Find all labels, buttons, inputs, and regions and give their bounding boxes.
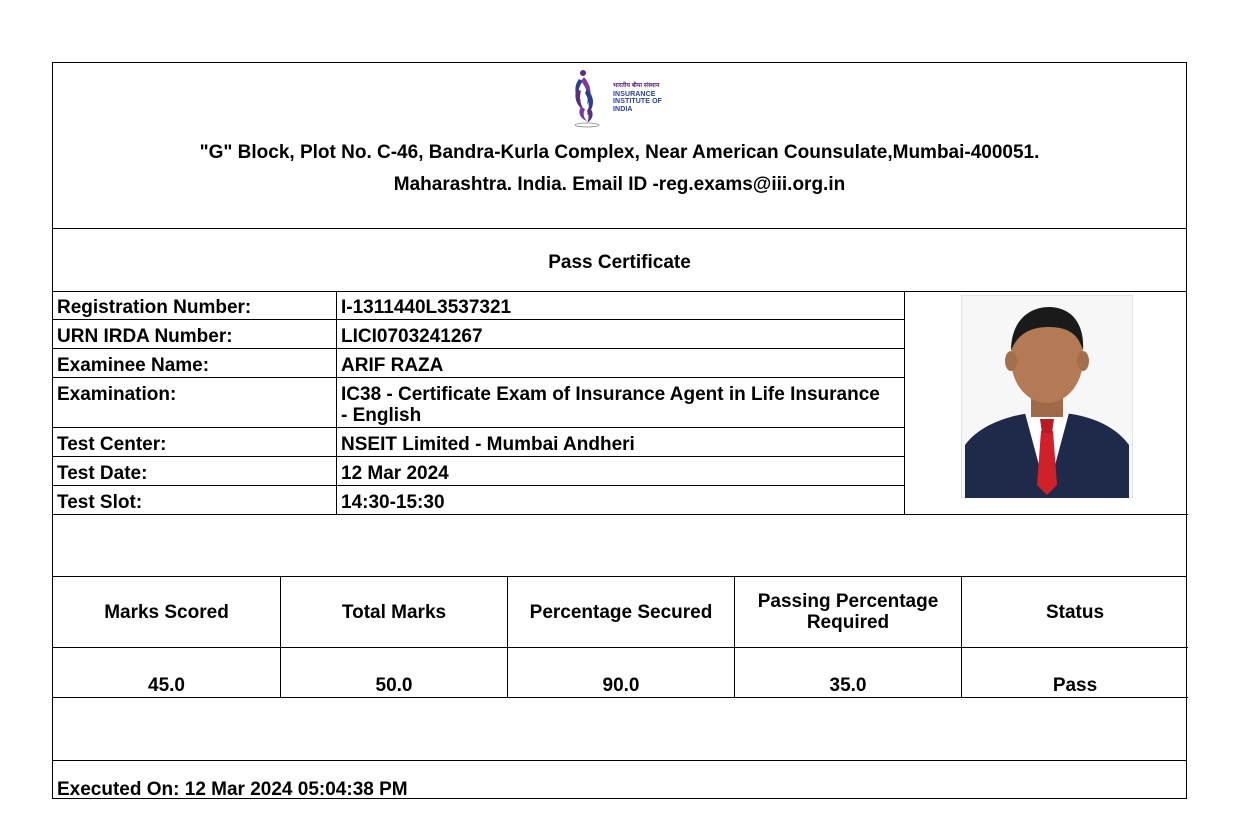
marks-header: Marks Scored [53,577,280,648]
title-row [53,228,1186,292]
marks-column-total [280,577,507,698]
detail-row-test-center [53,428,904,457]
marks-table [53,577,1186,698]
photo-cell [905,291,1188,515]
logo-line-1: INSURANCE [613,90,656,98]
address-line-1: "G" Block, Plot No. C-46, Bandra-Kurla Complex, Near American Counsulate,Mumbai-400051. [199,142,1040,163]
spacer-row [53,698,1186,761]
examinee-photo [961,295,1133,498]
marks-column-scored [53,577,280,698]
detail-row-test-slot [53,486,904,515]
certificate-frame [52,62,1187,799]
marks-header: Total Marks [281,577,507,648]
detail-label: Examinee Name: [57,355,210,376]
detail-row-name [53,349,904,378]
detail-row-registration [53,291,904,320]
status-value: Pass [962,648,1188,698]
detail-label: Test Date: [57,463,148,484]
logo-line-3: INDIA [613,105,633,113]
marks-header: Status [962,577,1188,648]
logo-text [613,83,662,113]
detail-value: IC38 - Certificate Exam of Insurance Agent in Life Insurance - English [341,384,880,426]
detail-value: NSEIT Limited - Mumbai Andheri [341,434,635,455]
logo-hindi-text: भारतीय बीमा संस्थान [613,83,660,89]
marks-header: Percentage Secured [508,577,734,648]
detail-row-test-date [53,457,904,486]
detail-label: Examination: [57,384,177,405]
marks-column-percentage [507,577,734,698]
detail-value: I-1311440L3537321 [341,297,512,318]
detail-label: URN IRDA Number: [57,326,233,347]
detail-label: Registration Number: [57,297,252,318]
address-line-2: Maharashtra. India. Email ID -reg.exams@iii.org.in [393,174,846,195]
certificate-title: Pass Certificate [548,252,691,273]
detail-value: 14:30-15:30 [341,492,445,513]
marks-value: 45.0 [53,648,280,698]
executed-on: Executed On: 12 Mar 2024 05:04:38 PM [57,779,408,800]
marks-value: 50.0 [281,648,507,698]
certificate-header [53,63,1186,229]
marks-value: 90.0 [508,648,734,698]
spacer-row [53,515,1186,577]
detail-value: ARIF RAZA [341,355,444,376]
lamp-emblem-icon [571,67,611,129]
marks-header: Passing Percentage Required [735,577,961,648]
detail-row-examination [53,378,904,428]
detail-value: LICI0703241267 [341,326,483,347]
candidate-details [53,291,904,515]
marks-value: 35.0 [735,648,961,698]
marks-column-status [961,577,1188,698]
logo-line-2: INSTITUTE OF [613,98,663,105]
detail-value: 12 Mar 2024 [341,463,449,484]
detail-label: Test Slot: [57,492,143,513]
marks-column-passing [734,577,961,698]
detail-row-urn [53,320,904,349]
institute-logo [571,67,667,129]
detail-label: Test Center: [57,434,167,455]
